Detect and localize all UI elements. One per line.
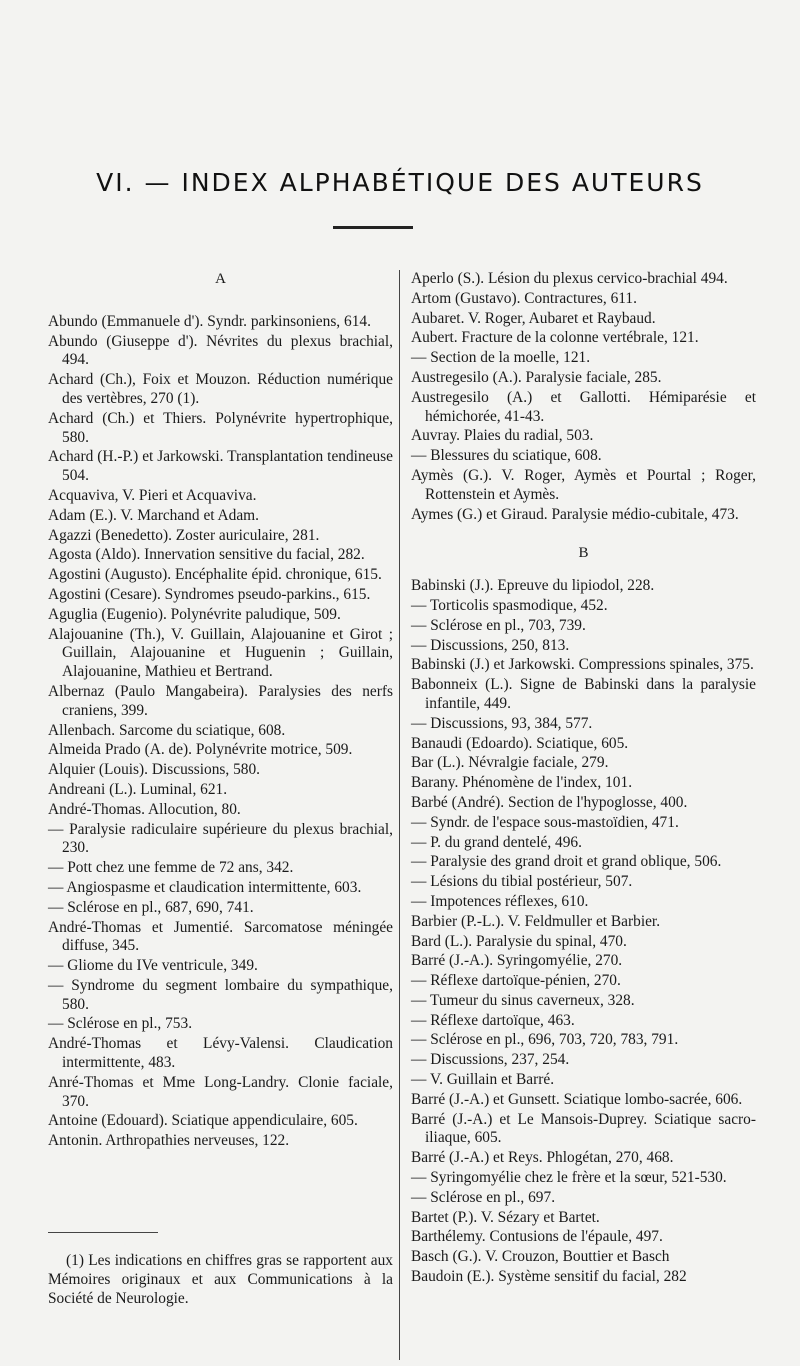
index-entry: Antonin. Arthropathies nerveuses, 122. (48, 1132, 290, 1150)
index-entry: Barbier (P.-L.). V. Feldmuller et Barbier. (411, 912, 661, 930)
index-entry: — Pott chez une femme de 72 ans, 342. (48, 859, 294, 877)
index-entry: Agostini (Augusto). Encéphalite épid. chronique, 615. (48, 566, 382, 584)
index-entry: Agostini (Cesare). Syndromes pseudo-parkins., 615. (48, 585, 371, 603)
index-entry: Auvray. Plaies du radial, 503. (411, 427, 594, 445)
index-entry: Aperlo (S.). Lésion du plexus cervico-brachial 494. (411, 270, 728, 287)
index-entry: — Sclérose en pl., 753. (48, 1015, 193, 1033)
index-entry: Antoine (Edouard). Sciatique appendiculaire, 605. (48, 1112, 358, 1130)
index-entry: Basch (G.). V. Crouzon, Bouttier et Basch (411, 1248, 670, 1266)
index-entry: Agosta (Aldo). Innervation sensitive du facial, 282. (48, 546, 365, 564)
right-column (411, 270, 756, 1288)
index-entry: Allenbach. Sarcome du sciatique, 608. (48, 721, 286, 739)
index-entry: — Réflexe dartoïque, 463. (411, 1011, 575, 1029)
right-entries-b (411, 577, 756, 1287)
index-entry: Baudoin (E.). Système sensitif du facial, 282 (411, 1268, 687, 1286)
index-entry: Abundo (Giuseppe d'). Névrites du plexus brachial, 494. (48, 332, 393, 369)
index-entry: Austregesilo (A.). Paralysie faciale, 285. (411, 368, 662, 386)
index-entry: Anré-Thomas et Mme Long-Landry. Clonie faciale, 370. (48, 1073, 393, 1110)
index-entry: — P. du grand dentelé, 496. (411, 833, 582, 851)
index-entry: Barré (J.-A.) et Reys. Phlogétan, 270, 468. (411, 1149, 674, 1167)
footnote-rule (48, 1232, 158, 1233)
footnote: (1) Les indications en chiffres gras se rapportent aux Mémoires originaux et aux Communications à la Société de Neurologie. (48, 1252, 393, 1307)
index-entry: Babinski (J.). Epreuve du lipiodol, 228. (411, 577, 655, 595)
index-entry: — Syringomyélie chez le frère et la sœur, 521-530. (411, 1169, 727, 1187)
index-entry: — Discussions, 250, 813. (411, 636, 570, 654)
index-entry: Achard (H.-P.) et Jarkowski. Transplantation tendineuse 504. (48, 448, 393, 485)
index-entry: Aubaret. V. Roger, Aubaret et Raybaud. (411, 309, 656, 327)
index-entry: — Torticolis spasmodique, 452. (411, 596, 608, 614)
index-entry: — Syndr. de l'espace sous-mastoïdien, 471. (411, 813, 679, 831)
index-entry: — Section de la moelle, 121. (411, 349, 591, 367)
index-entry: Andreani (L.). Luminal, 621. (48, 780, 228, 798)
index-entry: Aguglia (Eugenio). Polynévrite paludique, 509. (48, 605, 341, 623)
index-entry: Achard (Ch.) et Thiers. Polynévrite hypertrophique, 580. (48, 409, 393, 446)
column-divider (399, 270, 400, 1360)
index-entry: Bartet (P.). V. Sézary et Bartet. (411, 1208, 600, 1226)
index-entry: Aymès (G.). V. Roger, Aymès et Pourtal ; Roger, Rottenstein et Aymès. (411, 466, 756, 503)
index-entry: Babinski (J.) et Jarkowski. Compressions spinales, 375. (411, 656, 754, 674)
section-letter-a: A (215, 271, 226, 287)
index-entry: — Sclérose en pl., 697. (411, 1188, 556, 1206)
right-entries-a (411, 270, 756, 524)
index-entry: Barré (J.-A.) et Gunsett. Sciatique lombo-sacrée, 606. (411, 1090, 743, 1108)
index-entry: — Sclérose en pl., 703, 739. (411, 616, 586, 634)
index-entry: Alajouanine (Th.), V. Guillain, Alajouanine et Girot ; Guillain, Alajouanine et Huguenin ; Guillain, Alajouanine, Mathieu et Bertrand. (48, 625, 393, 681)
index-entry: — Syndrome du segment lombaire du sympathique, 580. (48, 976, 393, 1013)
index-entry: — Lésions du tibial postérieur, 507. (411, 873, 633, 891)
index-entry: — Sclérose en pl., 696, 703, 720, 783, 791. (411, 1031, 679, 1049)
index-entry: Almeida Prado (A. de). Polynévrite motrice, 509. (48, 741, 353, 759)
section-letter-b: B (578, 545, 589, 562)
index-entry: Barthélemy. Contusions de l'épaule, 497. (411, 1228, 663, 1246)
index-entry: Agazzi (Benedetto). Zoster auriculaire, 281. (48, 526, 320, 544)
index-entry: Albernaz (Paulo Mangabeira). Paralysies des nerfs craniens, 399. (48, 682, 393, 719)
index-entry: Bar (L.). Névralgie faciale, 279. (411, 754, 609, 772)
index-entry: — Blessures du sciatique, 608. (411, 447, 602, 465)
index-entry: Alquier (Louis). Discussions, 580. (48, 761, 261, 779)
index-entry: Aubert. Fracture de la colonne vertébrale, 121. (411, 329, 699, 347)
index-entry: — Paralysie des grand droit et grand oblique, 506. (411, 853, 722, 871)
index-entry: Banaudi (Edoardo). Sciatique, 605. (411, 734, 629, 752)
page-title: VI. — INDEX ALPHABÉTIQUE DES AUTEURS (96, 168, 704, 197)
index-entry: Barré (J.-A.) et Le Mansois-Duprey. Sciatique sacro-iliaque, 605. (411, 1110, 756, 1147)
index-entry: Barany. Phénomène de l'index, 101. (411, 774, 633, 792)
left-entries (48, 313, 393, 1151)
index-entry: — Réflexe dartoïque-pénien, 270. (411, 972, 621, 990)
index-entry: — Tumeur du sinus caverneux, 328. (411, 991, 635, 1009)
index-entry: André-Thomas et Lévy-Valensi. Claudication intermittente, 483. (48, 1035, 393, 1072)
index-entry: — Impotences réflexes, 610. (411, 892, 589, 910)
left-column (48, 270, 393, 1152)
index-entry: — Angiospasme et claudication intermittente, 603. (48, 878, 362, 896)
index-entry: — Paralysie radiculaire supérieure du plexus brachial, 230. (48, 820, 393, 857)
index-entry: André-Thomas et Jumentié. Sarcomatose méningée diffuse, 345. (48, 918, 393, 955)
index-entry: Bard (L.). Paralysie du spinal, 470. (411, 932, 627, 950)
index-entry: — Gliome du IVe ventricule, 349. (48, 957, 258, 975)
index-entry: Barbé (André). Section de l'hypoglosse, 400. (411, 793, 688, 811)
index-entry: — Discussions, 237, 254. (411, 1051, 570, 1069)
index-entry: Acquaviva, V. Pieri et Acquaviva. (48, 486, 257, 504)
index-entry: Austregesilo (A.) et Gallotti. Hémiparésie et hémichorée, 41-43. (411, 388, 756, 425)
index-entry: — V. Guillain et Barré. (411, 1071, 555, 1089)
index-entry: Artom (Gustavo). Contractures, 611. (411, 289, 637, 307)
index-entry: André-Thomas. Allocution, 80. (48, 800, 241, 818)
index-entry: Achard (Ch.), Foix et Mouzon. Réduction numérique des vertèbres, 270 (1). (48, 371, 393, 407)
index-entry: — Sclérose en pl., 687, 690, 741. (48, 898, 254, 916)
index-entry: — Discussions, 93, 384, 577. (411, 714, 593, 732)
index-entry: Abundo (Emmanuele d'). Syndr. parkinsoniens, 614. (48, 312, 371, 330)
index-entry: Adam (E.). V. Marchand et Adam. (48, 506, 260, 524)
index-entry: Babonneix (L.). Signe de Babinski dans la paralysie infantile, 449. (411, 676, 756, 712)
title-rule (333, 226, 413, 229)
index-entry: Barré (J.-A.). Syringomyélie, 270. (411, 952, 623, 970)
index-entry: Aymes (G.) et Giraud. Paralysie médio-cubitale, 473. (411, 505, 739, 523)
